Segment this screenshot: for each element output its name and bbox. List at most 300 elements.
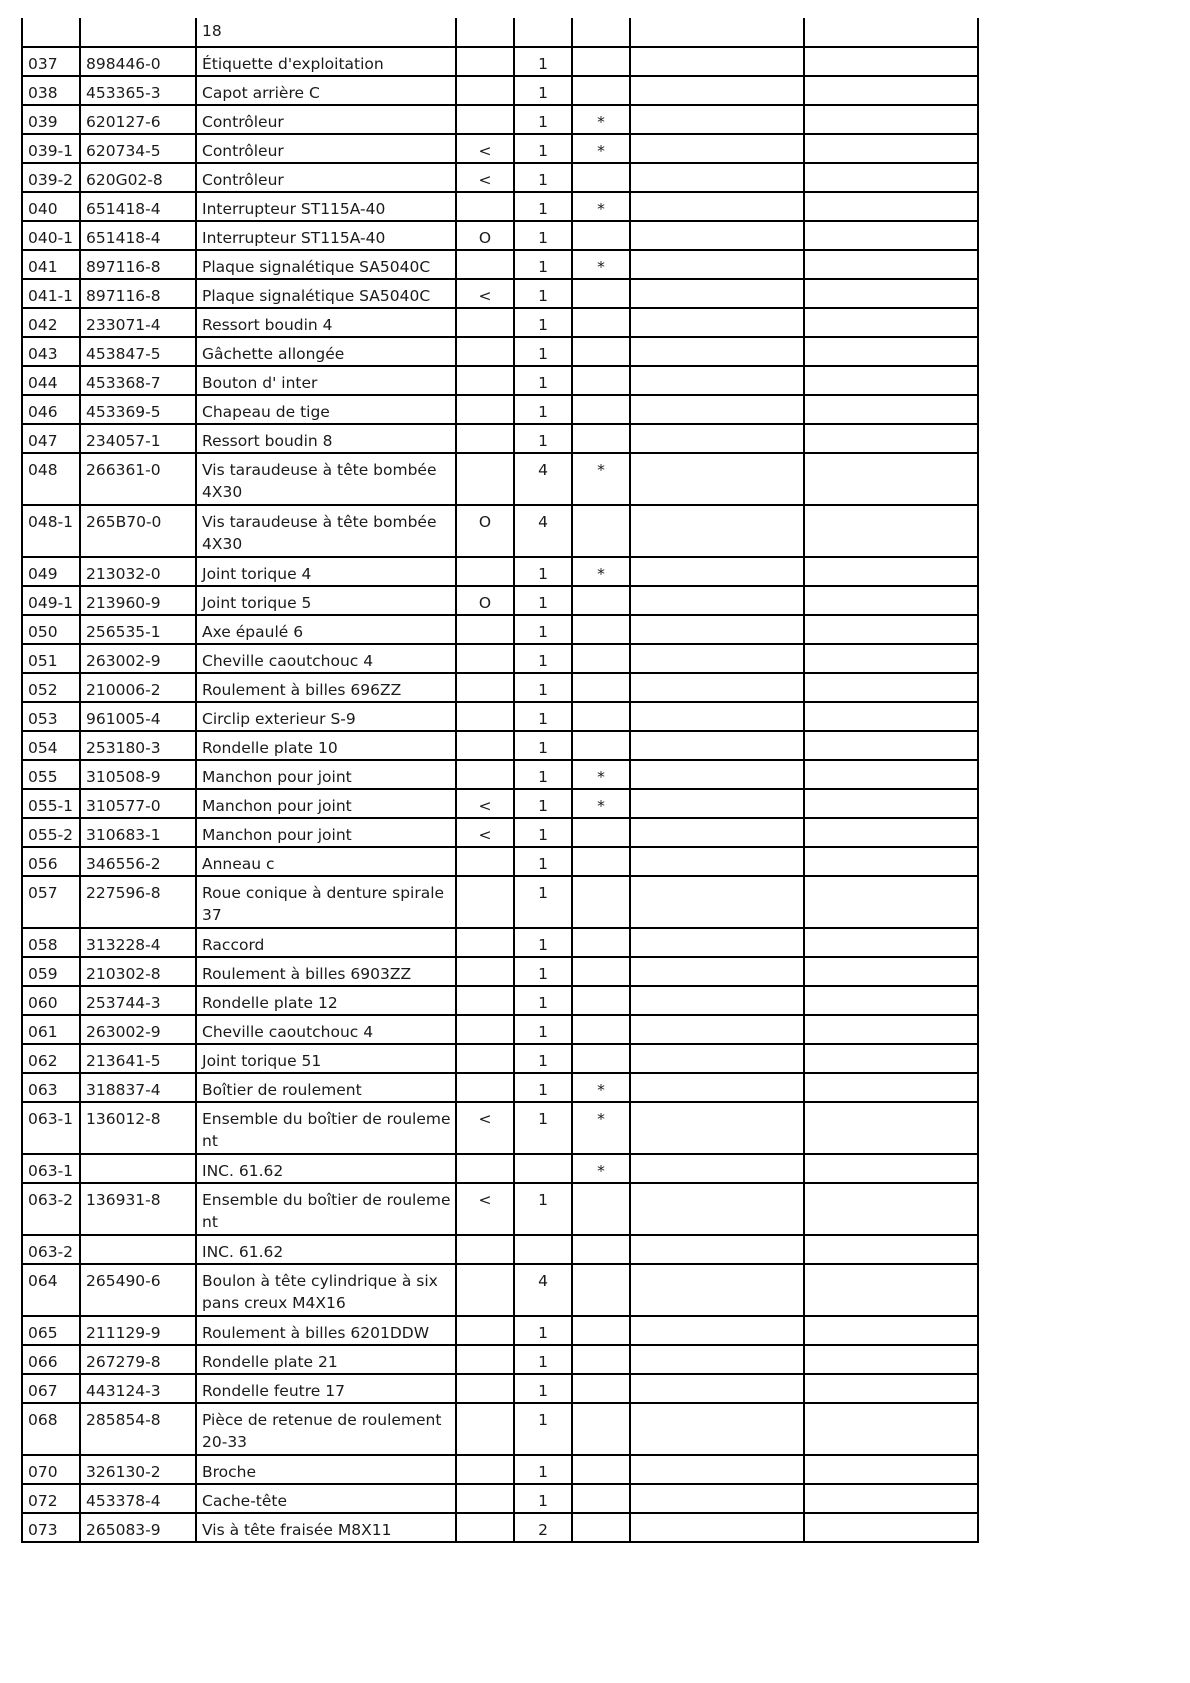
description-cell: Cheville caoutchouc 4 (196, 1015, 456, 1044)
blank-cell (804, 557, 978, 586)
blank-cell (804, 366, 978, 395)
blank-cell (630, 134, 804, 163)
part-number-cell: 453365-3 (80, 76, 196, 105)
note-cell: < (456, 279, 514, 308)
note-cell (456, 308, 514, 337)
table-row (22, 18, 978, 47)
blank-cell (630, 1455, 804, 1484)
table-row (22, 424, 978, 453)
blank-cell (630, 1345, 804, 1374)
blank-cell (630, 876, 804, 928)
part-number-cell: 318837-4 (80, 1073, 196, 1102)
blank-cell (804, 615, 978, 644)
description-cell: Joint torique 4 (196, 557, 456, 586)
note-cell (456, 957, 514, 986)
table-row (22, 279, 978, 308)
quantity-cell: 1 (514, 337, 572, 366)
blank-cell (804, 1403, 978, 1455)
flag-cell (572, 337, 630, 366)
flag-cell (572, 308, 630, 337)
description-cell: Ressort boudin 8 (196, 424, 456, 453)
quantity-cell (514, 18, 572, 47)
part-number-cell: 346556-2 (80, 847, 196, 876)
quantity-cell: 1 (514, 395, 572, 424)
part-number-cell: 263002-9 (80, 644, 196, 673)
note-cell (456, 192, 514, 221)
item-number-cell: 050 (22, 615, 80, 644)
item-number-cell: 048-1 (22, 505, 80, 557)
item-number-cell (22, 18, 80, 47)
table-row (22, 731, 978, 760)
blank-cell (804, 1484, 978, 1513)
table-row (22, 1403, 978, 1455)
quantity-cell: 1 (514, 163, 572, 192)
description-cell: Capot arrière C (196, 76, 456, 105)
item-number-cell: 058 (22, 928, 80, 957)
blank-cell (630, 957, 804, 986)
description-cell: Rondelle feutre 17 (196, 1374, 456, 1403)
table-row (22, 1073, 978, 1102)
description-cell: Bouton d' inter (196, 366, 456, 395)
flag-cell (572, 505, 630, 557)
description-cell: Contrôleur (196, 105, 456, 134)
item-number-cell: 037 (22, 47, 80, 76)
blank-cell (804, 163, 978, 192)
note-cell (456, 1235, 514, 1264)
blank-cell (804, 876, 978, 928)
blank-cell (804, 424, 978, 453)
note-cell (456, 453, 514, 505)
item-number-cell: 043 (22, 337, 80, 366)
quantity-cell (514, 1235, 572, 1264)
flag-cell (572, 76, 630, 105)
part-number-cell: 233071-4 (80, 308, 196, 337)
flag-cell: * (572, 192, 630, 221)
item-number-cell: 073 (22, 1513, 80, 1542)
flag-cell (572, 1235, 630, 1264)
quantity-cell: 1 (514, 957, 572, 986)
item-number-cell: 047 (22, 424, 80, 453)
item-number-cell: 063-1 (22, 1102, 80, 1154)
table-row (22, 395, 978, 424)
flag-cell (572, 1403, 630, 1455)
part-number-cell (80, 1154, 196, 1183)
flag-cell (572, 366, 630, 395)
part-number-cell: 136012-8 (80, 1102, 196, 1154)
item-number-cell: 054 (22, 731, 80, 760)
table-row (22, 1484, 978, 1513)
description-cell: Manchon pour joint (196, 789, 456, 818)
description-cell: Circlip exterieur S-9 (196, 702, 456, 731)
table-row (22, 557, 978, 586)
note-cell (456, 1015, 514, 1044)
blank-cell (630, 1264, 804, 1316)
blank-cell (804, 1044, 978, 1073)
description-cell: Contrôleur (196, 134, 456, 163)
part-number-cell: 453369-5 (80, 395, 196, 424)
part-number-cell: 213641-5 (80, 1044, 196, 1073)
blank-cell (630, 505, 804, 557)
quantity-cell: 1 (514, 1183, 572, 1235)
flag-cell: * (572, 250, 630, 279)
table-row (22, 615, 978, 644)
note-cell (456, 366, 514, 395)
table-row (22, 505, 978, 557)
description-cell: Manchon pour joint (196, 760, 456, 789)
blank-cell (804, 76, 978, 105)
note-cell (456, 1374, 514, 1403)
part-number-cell: 253744-3 (80, 986, 196, 1015)
description-cell: Étiquette d'exploitation (196, 47, 456, 76)
table-row (22, 163, 978, 192)
part-number-cell: 263002-9 (80, 1015, 196, 1044)
blank-cell (804, 644, 978, 673)
blank-cell (804, 505, 978, 557)
description-cell: Interrupteur ST115A-40 (196, 221, 456, 250)
description-cell: Raccord (196, 928, 456, 957)
blank-cell (630, 221, 804, 250)
description-cell: Interrupteur ST115A-40 (196, 192, 456, 221)
part-number-cell: 310577-0 (80, 789, 196, 818)
description-cell: Vis taraudeuse à tête bombée 4X30 (196, 505, 456, 557)
flag-cell (572, 395, 630, 424)
item-number-cell: 046 (22, 395, 80, 424)
table-row (22, 702, 978, 731)
part-number-cell: 210006-2 (80, 673, 196, 702)
quantity-cell: 1 (514, 644, 572, 673)
quantity-cell: 1 (514, 192, 572, 221)
part-number-cell: 620127-6 (80, 105, 196, 134)
part-number-cell: 213960-9 (80, 586, 196, 615)
table-row (22, 1183, 978, 1235)
part-number-cell: 620734-5 (80, 134, 196, 163)
part-number-cell: 253180-3 (80, 731, 196, 760)
blank-cell (630, 1235, 804, 1264)
note-cell: < (456, 1102, 514, 1154)
table-row (22, 673, 978, 702)
quantity-cell: 1 (514, 1345, 572, 1374)
note-cell (456, 424, 514, 453)
description-cell: Ensemble du boîtier de roulement (196, 1102, 456, 1154)
item-number-cell: 052 (22, 673, 80, 702)
description-cell: Chapeau de tige (196, 395, 456, 424)
quantity-cell: 1 (514, 308, 572, 337)
item-number-cell: 061 (22, 1015, 80, 1044)
table-row (22, 1264, 978, 1316)
quantity-cell: 1 (514, 105, 572, 134)
blank-cell (630, 1102, 804, 1154)
part-number-cell: 310508-9 (80, 760, 196, 789)
table-row (22, 789, 978, 818)
item-number-cell: 064 (22, 1264, 80, 1316)
quantity-cell: 1 (514, 731, 572, 760)
flag-cell: * (572, 1154, 630, 1183)
quantity-cell: 2 (514, 1513, 572, 1542)
blank-cell (630, 673, 804, 702)
item-number-cell: 042 (22, 308, 80, 337)
note-cell (456, 1316, 514, 1345)
table-row (22, 192, 978, 221)
flag-cell: * (572, 453, 630, 505)
table-row (22, 1316, 978, 1345)
table-row (22, 250, 978, 279)
description-cell: Axe épaulé 6 (196, 615, 456, 644)
item-number-cell: 044 (22, 366, 80, 395)
item-number-cell: 053 (22, 702, 80, 731)
description-cell: Joint torique 5 (196, 586, 456, 615)
item-number-cell: 056 (22, 847, 80, 876)
blank-cell (804, 731, 978, 760)
blank-cell (630, 1403, 804, 1455)
part-number-cell: 326130-2 (80, 1455, 196, 1484)
note-cell (456, 731, 514, 760)
blank-cell (804, 1015, 978, 1044)
note-cell (456, 250, 514, 279)
description-cell: Cheville caoutchouc 4 (196, 644, 456, 673)
table-row (22, 986, 978, 1015)
note-cell (456, 1345, 514, 1374)
table-row (22, 876, 978, 928)
blank-cell (630, 615, 804, 644)
blank-cell (804, 308, 978, 337)
blank-cell (630, 818, 804, 847)
flag-cell (572, 615, 630, 644)
blank-cell (804, 760, 978, 789)
blank-cell (804, 134, 978, 163)
blank-cell (804, 586, 978, 615)
table-row (22, 1235, 978, 1264)
table-row (22, 337, 978, 366)
blank-cell (804, 818, 978, 847)
blank-cell (804, 847, 978, 876)
description-cell: 18 (196, 18, 456, 47)
quantity-cell: 1 (514, 1044, 572, 1073)
blank-cell (804, 1374, 978, 1403)
blank-cell (804, 18, 978, 47)
blank-cell (804, 986, 978, 1015)
note-cell (456, 18, 514, 47)
flag-cell (572, 1183, 630, 1235)
note-cell: < (456, 789, 514, 818)
flag-cell (572, 986, 630, 1015)
flag-cell: * (572, 105, 630, 134)
blank-cell (630, 644, 804, 673)
note-cell (456, 557, 514, 586)
table-row (22, 47, 978, 76)
flag-cell: * (572, 134, 630, 163)
blank-cell (804, 47, 978, 76)
flag-cell (572, 928, 630, 957)
blank-cell (804, 105, 978, 134)
part-number-cell: 453368-7 (80, 366, 196, 395)
item-number-cell: 065 (22, 1316, 80, 1345)
part-number-cell: 453847-5 (80, 337, 196, 366)
flag-cell (572, 279, 630, 308)
quantity-cell: 1 (514, 424, 572, 453)
description-cell: Roulement à billes 6903ZZ (196, 957, 456, 986)
blank-cell (804, 1345, 978, 1374)
flag-cell: * (572, 760, 630, 789)
description-cell: Joint torique 51 (196, 1044, 456, 1073)
blank-cell (804, 1316, 978, 1345)
description-cell: Cache-tête (196, 1484, 456, 1513)
quantity-cell: 1 (514, 615, 572, 644)
quantity-cell: 1 (514, 76, 572, 105)
quantity-cell: 1 (514, 586, 572, 615)
blank-cell (630, 76, 804, 105)
note-cell (456, 673, 514, 702)
table-row (22, 1374, 978, 1403)
description-cell: Manchon pour joint (196, 818, 456, 847)
note-cell (456, 876, 514, 928)
note-cell (456, 1513, 514, 1542)
table-row (22, 1044, 978, 1073)
parts-list-body (22, 18, 978, 1542)
flag-cell (572, 1455, 630, 1484)
blank-cell (630, 163, 804, 192)
description-cell: Vis taraudeuse à tête bombée 4X30 (196, 453, 456, 505)
table-row (22, 1102, 978, 1154)
quantity-cell: 1 (514, 47, 572, 76)
blank-cell (630, 702, 804, 731)
flag-cell (572, 876, 630, 928)
part-number-cell: 961005-4 (80, 702, 196, 731)
quantity-cell: 1 (514, 876, 572, 928)
note-cell: < (456, 134, 514, 163)
quantity-cell: 1 (514, 1484, 572, 1513)
blank-cell (630, 1154, 804, 1183)
note-cell (456, 47, 514, 76)
note-cell (456, 847, 514, 876)
description-cell: Anneau c (196, 847, 456, 876)
description-cell: INC. 61.62 (196, 1154, 456, 1183)
flag-cell (572, 702, 630, 731)
part-number-cell: 136931-8 (80, 1183, 196, 1235)
table-row (22, 760, 978, 789)
quantity-cell: 1 (514, 279, 572, 308)
part-number-cell: 313228-4 (80, 928, 196, 957)
note-cell (456, 1403, 514, 1455)
blank-cell (630, 47, 804, 76)
note-cell (456, 615, 514, 644)
part-number-cell: 234057-1 (80, 424, 196, 453)
note-cell: O (456, 586, 514, 615)
description-cell: Pièce de retenue de roulement 20-33 (196, 1403, 456, 1455)
blank-cell (804, 1183, 978, 1235)
blank-cell (630, 1484, 804, 1513)
item-number-cell: 038 (22, 76, 80, 105)
blank-cell (630, 1015, 804, 1044)
item-number-cell: 066 (22, 1345, 80, 1374)
item-number-cell: 063-2 (22, 1183, 80, 1235)
description-cell: Plaque signalétique SA5040C (196, 279, 456, 308)
flag-cell (572, 47, 630, 76)
quantity-cell: 1 (514, 928, 572, 957)
parts-list-table (21, 18, 979, 1543)
blank-cell (804, 957, 978, 986)
description-cell: INC. 61.62 (196, 1235, 456, 1264)
quantity-cell: 1 (514, 221, 572, 250)
note-cell (456, 1484, 514, 1513)
table-row (22, 221, 978, 250)
table-row (22, 644, 978, 673)
quantity-cell: 1 (514, 250, 572, 279)
item-number-cell: 055 (22, 760, 80, 789)
description-cell: Ressort boudin 4 (196, 308, 456, 337)
blank-cell (630, 1073, 804, 1102)
description-cell: Vis à tête fraisée M8X11 (196, 1513, 456, 1542)
note-cell (456, 1264, 514, 1316)
flag-cell (572, 847, 630, 876)
note-cell (456, 337, 514, 366)
item-number-cell: 063-2 (22, 1235, 80, 1264)
flag-cell (572, 1316, 630, 1345)
note-cell: O (456, 221, 514, 250)
quantity-cell: 1 (514, 789, 572, 818)
blank-cell (630, 279, 804, 308)
blank-cell (804, 337, 978, 366)
item-number-cell: 060 (22, 986, 80, 1015)
description-cell: Broche (196, 1455, 456, 1484)
part-number-cell: 256535-1 (80, 615, 196, 644)
description-cell: Contrôleur (196, 163, 456, 192)
blank-cell (630, 760, 804, 789)
note-cell: < (456, 163, 514, 192)
part-number-cell: 443124-3 (80, 1374, 196, 1403)
table-row (22, 76, 978, 105)
quantity-cell: 4 (514, 1264, 572, 1316)
blank-cell (804, 250, 978, 279)
note-cell (456, 928, 514, 957)
note-cell: O (456, 505, 514, 557)
blank-cell (804, 1154, 978, 1183)
part-number-cell (80, 18, 196, 47)
description-cell: Ensemble du boîtier de roulement (196, 1183, 456, 1235)
blank-cell (630, 395, 804, 424)
item-number-cell: 070 (22, 1455, 80, 1484)
item-number-cell: 072 (22, 1484, 80, 1513)
quantity-cell: 1 (514, 134, 572, 163)
note-cell (456, 644, 514, 673)
note-cell (456, 760, 514, 789)
flag-cell (572, 221, 630, 250)
note-cell (456, 395, 514, 424)
quantity-cell: 1 (514, 673, 572, 702)
blank-cell (804, 453, 978, 505)
item-number-cell: 057 (22, 876, 80, 928)
flag-cell (572, 731, 630, 760)
blank-cell (804, 1455, 978, 1484)
table-row (22, 453, 978, 505)
quantity-cell: 1 (514, 1073, 572, 1102)
note-cell (456, 702, 514, 731)
flag-cell (572, 818, 630, 847)
quantity-cell: 1 (514, 1374, 572, 1403)
item-number-cell: 062 (22, 1044, 80, 1073)
blank-cell (630, 1374, 804, 1403)
blank-cell (804, 1513, 978, 1542)
part-number-cell: 265490-6 (80, 1264, 196, 1316)
quantity-cell: 1 (514, 1403, 572, 1455)
part-number-cell: 651418-4 (80, 221, 196, 250)
quantity-cell: 1 (514, 366, 572, 395)
table-row (22, 957, 978, 986)
quantity-cell: 1 (514, 1015, 572, 1044)
blank-cell (804, 1073, 978, 1102)
part-number-cell: 213032-0 (80, 557, 196, 586)
note-cell (456, 986, 514, 1015)
description-cell: Plaque signalétique SA5040C (196, 250, 456, 279)
